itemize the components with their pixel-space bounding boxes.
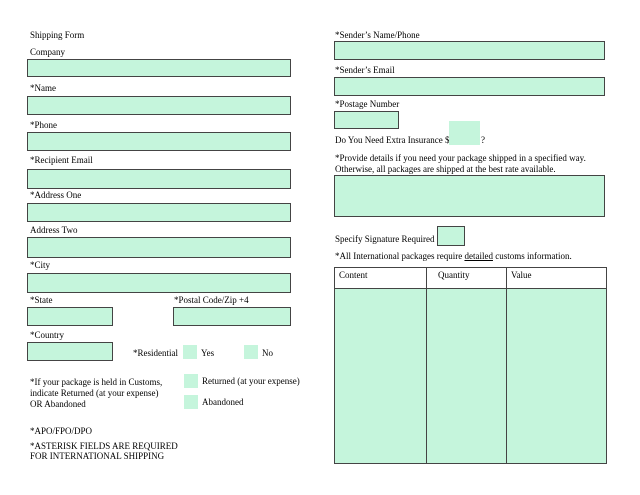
phone-label: *Phone (30, 120, 57, 130)
customs-info-text-end: customs information. (492, 251, 572, 261)
customs-note: *If your package is held in Customs, indicate Returned (at your expense) OR Abandoned (30, 377, 163, 409)
name-field[interactable] (27, 96, 291, 115)
insurance-label (335, 135, 449, 146)
column-divider (426, 268, 427, 463)
name-label: *Name (30, 83, 56, 93)
details-note: *Provide details if you need your package shipped in a specified way. Otherwise, all packages are shipped at the best rate available. (335, 153, 586, 174)
postal-field[interactable] (173, 307, 291, 326)
details-field[interactable] (334, 175, 605, 217)
asterisk-note: *ASTERISK FIELDS ARE REQUIRED FOR INTERNATIONAL SHIPPING (30, 441, 178, 461)
insurance-label-text: Do You Need Extra Insurance $ (335, 135, 450, 145)
customs-table (334, 267, 607, 464)
residential-no-checkbox[interactable] (244, 345, 258, 359)
recipient-email-label: *Recipient Email (30, 155, 93, 165)
column-divider (506, 268, 507, 463)
customs-info-text: *All International packages require (335, 251, 465, 261)
insurance-amount-field[interactable] (449, 121, 480, 145)
apo-note: *APO/FPO/DPO (30, 426, 93, 436)
residential-no-label: No (262, 348, 273, 358)
postage-field[interactable] (334, 111, 399, 129)
returned-label: Returned (at your expense) (202, 376, 300, 386)
state-field[interactable] (27, 307, 113, 326)
postal-label: *Postal Code/Zip +4 (174, 295, 249, 305)
recipient-email-field[interactable] (27, 169, 291, 189)
state-label: *State (30, 295, 53, 305)
company-field[interactable] (27, 59, 291, 77)
customs-table-body[interactable] (335, 289, 606, 463)
signature-label: Specify Signature Required (335, 234, 435, 244)
header-value: Value (511, 270, 532, 280)
company-label: Company (30, 47, 65, 57)
returned-checkbox[interactable] (184, 374, 198, 388)
sender-email-label: *Sender’s Email (335, 65, 395, 75)
city-label: *City (30, 260, 51, 270)
phone-field[interactable] (27, 132, 291, 151)
city-field[interactable] (27, 273, 291, 293)
residential-yes-label: Yes (201, 348, 215, 358)
header-quantity: Quantity (438, 270, 470, 280)
insurance-question-mark: ? (481, 135, 485, 145)
form-title: Shipping Form (30, 30, 85, 40)
country-field[interactable] (27, 342, 113, 361)
country-label: *Country (30, 330, 65, 340)
abandoned-checkbox[interactable] (184, 395, 198, 409)
abandoned-label: Abandoned (202, 397, 244, 407)
customs-info-underlined: detailed (464, 251, 493, 261)
address-two-label: Address Two (30, 225, 78, 235)
address-one-field[interactable] (27, 203, 291, 222)
residential-label: *Residential (133, 348, 178, 358)
sender-name-label: *Sender’s Name/Phone (335, 30, 420, 40)
signature-field[interactable] (437, 226, 465, 246)
sender-name-field[interactable] (334, 41, 605, 60)
customs-table-header (335, 268, 606, 289)
sender-email-field[interactable] (334, 77, 605, 96)
address-one-label: *Address One (30, 190, 82, 200)
postage-label: *Postage Number (335, 99, 400, 109)
header-content: Content (339, 270, 368, 280)
residential-yes-checkbox[interactable] (183, 345, 197, 359)
address-two-field[interactable] (27, 237, 291, 258)
customs-info-note (335, 251, 572, 262)
